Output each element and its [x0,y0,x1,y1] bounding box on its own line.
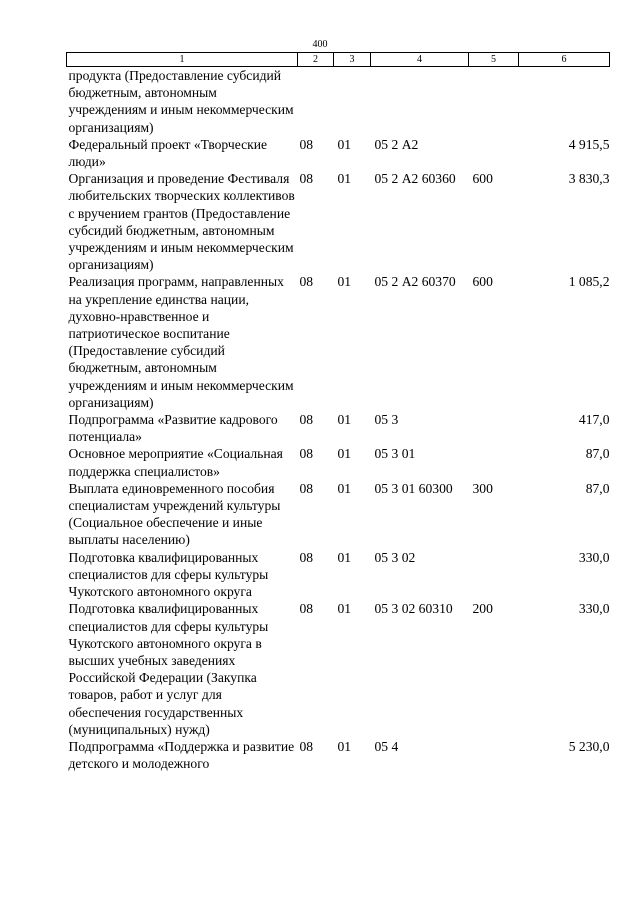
column-header: 3 [334,53,371,67]
subsection-code: 01 [337,480,352,496]
table-row [67,445,610,479]
target-article-code: 05 3 02 60310 [374,601,453,617]
column-header: 1 [67,53,298,67]
target-article-code [371,67,469,136]
target-article-code: 05 2 А2 60370 [374,274,456,290]
section-code: 08 [299,601,314,617]
expense-type-code: 600 [472,171,493,187]
expense-type-code: 300 [472,480,493,496]
target-article-code: 05 3 02 [374,549,416,565]
table-row [67,273,610,411]
table-row [67,738,610,772]
amount: 330,0 [578,601,610,617]
target-article-code: 05 3 01 [374,446,416,462]
target-article-code: 05 2 А2 60360 [374,171,456,187]
amount: 1 085,2 [568,274,610,290]
section-code: 08 [299,480,314,496]
expense-type-code [469,136,519,170]
item-name: Подпрограмма «Поддержка и развитие детского и молодежного [68,738,295,772]
column-header: 4 [371,53,469,67]
item-name: Реализация программ, направленных на укрепление единства нации, духовно-нравственное и патриотическое воспитание (Предоставление субсидий бюджетным, автономным учреждениям и иным некоммерческим организациям) [68,274,294,410]
section-code: 08 [299,738,314,754]
target-article-code: 05 3 01 60300 [374,480,453,496]
section-code: 08 [299,171,314,187]
expense-type-code [469,411,519,445]
table-row [67,411,610,445]
column-header: 2 [298,53,334,67]
subsection-code: 01 [337,136,352,152]
table-row [67,67,610,136]
item-name: Основное мероприятие «Социальная поддержка специалистов» [68,446,283,479]
column-header: 6 [519,53,610,67]
amount: 4 915,5 [568,136,610,152]
subsection-code: 01 [337,412,352,428]
item-name: продукта (Предоставление субсидий бюджетным, автономным учреждениям и иным некоммерческим организациям) [68,68,294,135]
subsection-code: 01 [337,171,352,187]
budget-table [66,52,610,772]
column-header: 5 [469,53,519,67]
section-code [298,67,334,136]
target-article-code: 05 2 А2 [374,136,419,152]
amount: 330,0 [578,549,610,565]
item-name: Подпрограмма «Развитие кадрового потенциала» [68,412,278,445]
subsection-code: 01 [337,446,352,462]
item-name: Федеральный проект «Творческие люди» [68,136,268,170]
amount: 417,0 [578,412,610,428]
expense-type-code: 200 [472,601,493,617]
amount [519,67,610,136]
subsection-code: 01 [337,274,352,290]
table-row [67,170,610,273]
amount: 3 830,3 [568,171,610,187]
expense-type-code [469,738,519,772]
table-row [67,549,610,601]
section-code: 08 [299,412,314,428]
target-article-code: 05 4 [374,738,399,754]
table-row [67,480,610,549]
table-row [67,600,610,738]
item-name: Подготовка квалифицированных специалистов для сферы культуры Чукотского автономного округа [68,549,269,600]
amount: 87,0 [585,446,610,462]
amount: 87,0 [585,480,610,496]
expense-type-code [469,67,519,136]
item-name: Организация и проведение Фестиваля любительских творческих коллективов с вручением грантов (Предоставление субсидий бюджетным, автономным учреждениям и иным некоммерческим организациям) [68,171,295,273]
expense-type-code [469,549,519,601]
expense-type-code [469,445,519,479]
subsection-code [334,67,371,136]
table-row [67,136,610,170]
column-number-header-row [67,53,610,67]
section-code: 08 [299,446,314,462]
target-article-code: 05 3 [374,412,399,428]
amount: 5 230,0 [568,738,610,754]
subsection-code: 01 [337,601,352,617]
section-code: 08 [299,549,314,565]
page-number: 400 [312,39,328,50]
subsection-code: 01 [337,549,352,565]
item-name: Выплата единовременного пособия специалистам учреждений культуры (Социальное обеспечение и иные выплаты населению) [68,480,281,548]
expense-type-code: 600 [472,274,493,290]
subsection-code: 01 [337,738,352,754]
item-name: Подготовка квалифицированных специалистов для сферы культуры Чукотского автономного округа в высших учебных заведениях Российской Федерации (Закупка товаров, работ и услуг для обеспечения государственных (муниципальных) нужд) [68,601,269,737]
section-code: 08 [299,136,314,152]
section-code: 08 [299,274,314,290]
